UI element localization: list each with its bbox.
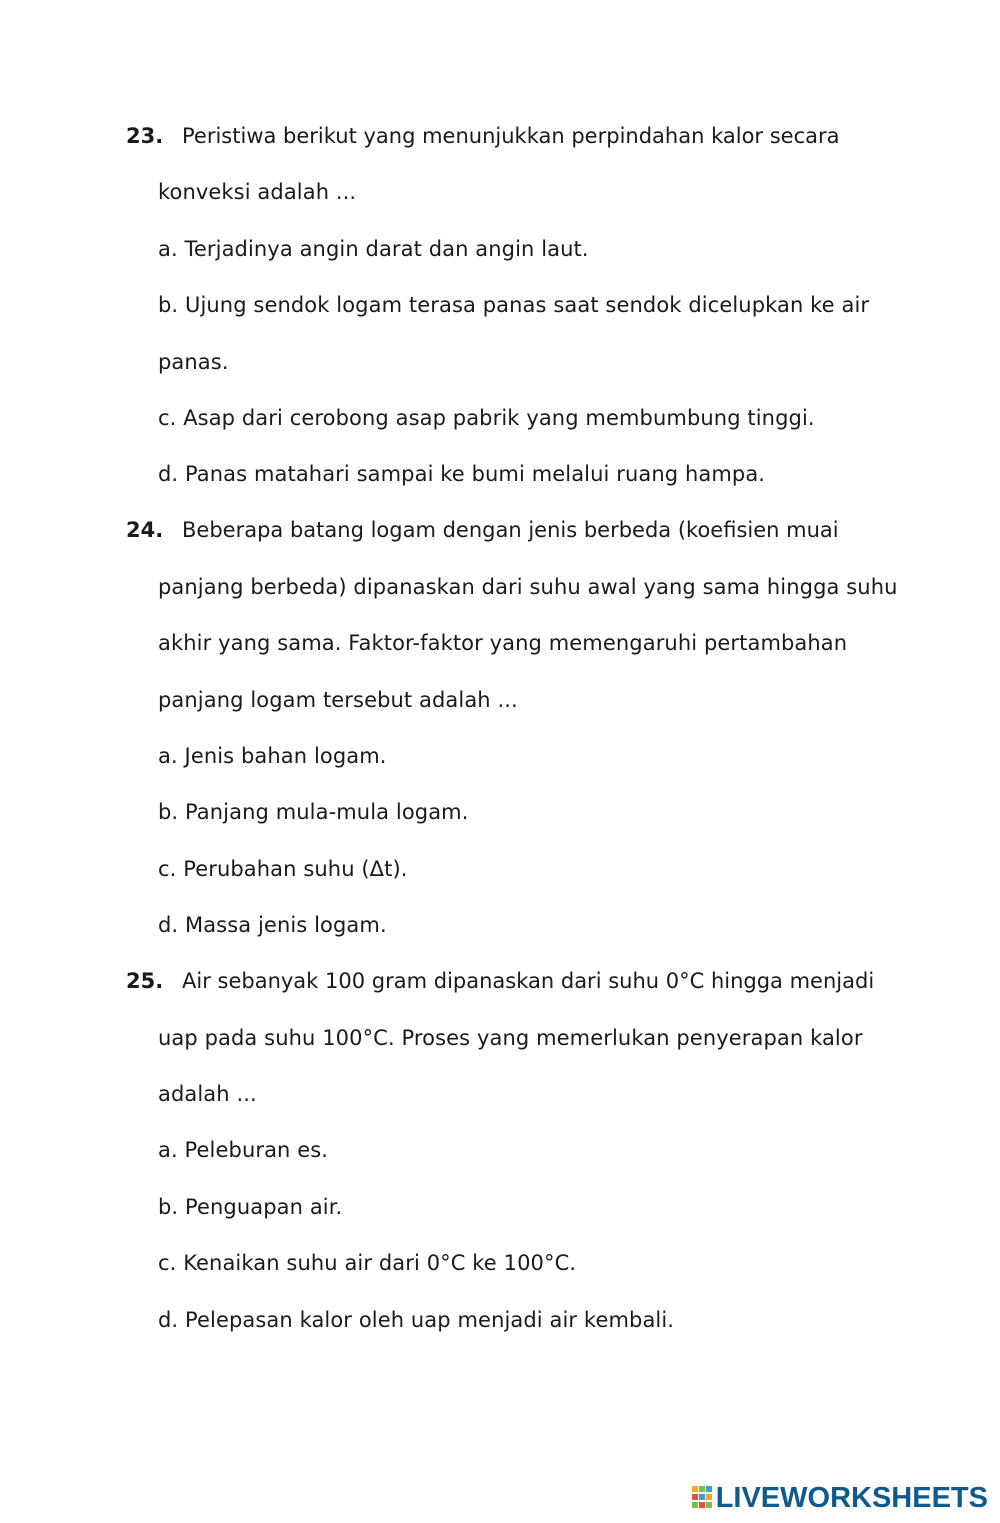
question-24-line-4: panjang logam tersebut adalah ... (158, 688, 518, 712)
option-23-b[interactable]: b. Ujung sendok logam terasa panas saat sendok dicelupkan ke air (158, 293, 870, 317)
question-text: Peristiwa berikut yang menunjukkan perpindahan kalor secara (182, 124, 840, 148)
question-25-line-1 (126, 966, 874, 996)
question-text: Air sebanyak 100 gram dipanaskan dari suhu 0°C hingga menjadi (182, 969, 875, 993)
question-24-line-1 (126, 515, 839, 545)
option-23-c[interactable]: c. Asap dari cerobong asap pabrik yang membumbung tinggi. (158, 406, 815, 430)
option-24-c[interactable]: c. Perubahan suhu (Δt). (158, 857, 408, 881)
option-24-a[interactable]: a. Jenis bahan logam. (158, 744, 387, 768)
question-number: 25. (126, 969, 164, 993)
question-25-line-3: adalah ... (158, 1082, 257, 1106)
option-23-d[interactable]: d. Panas matahari sampai ke bumi melalui ruang hampa. (158, 462, 766, 486)
liveworksheets-logo[interactable] (692, 1483, 988, 1513)
logo-text: LIVEWORKSHEETS (715, 1482, 988, 1514)
question-number: 24. (126, 518, 164, 542)
liveworksheets-mark-icon (692, 1486, 714, 1510)
option-25-a[interactable]: a. Peleburan es. (158, 1138, 329, 1162)
option-23-b-cont[interactable]: panas. (158, 350, 229, 374)
option-23-a[interactable]: a. Terjadinya angin darat dan angin laut. (158, 237, 589, 261)
option-25-d[interactable]: d. Pelepasan kalor oleh uap menjadi air kembali. (158, 1308, 675, 1332)
question-23-line-2: konveksi adalah ... (158, 180, 357, 204)
question-23-line-1 (126, 121, 840, 151)
option-25-b[interactable]: b. Penguapan air. (158, 1195, 343, 1219)
question-number: 23. (126, 124, 164, 148)
option-24-d[interactable]: d. Massa jenis logam. (158, 913, 387, 937)
question-24-line-3: akhir yang sama. Faktor-faktor yang memengaruhi pertambahan (158, 631, 848, 655)
option-24-b[interactable]: b. Panjang mula-mula logam. (158, 800, 469, 824)
question-text: Beberapa batang logam dengan jenis berbeda (koefisien muai (182, 518, 839, 542)
question-24-line-2: panjang berbeda) dipanaskan dari suhu awal yang sama hingga suhu (158, 575, 898, 599)
question-25-line-2: uap pada suhu 100°C. Proses yang memerlukan penyerapan kalor (158, 1026, 863, 1050)
option-25-c[interactable]: c. Kenaikan suhu air dari 0°C ke 100°C. (158, 1251, 577, 1275)
